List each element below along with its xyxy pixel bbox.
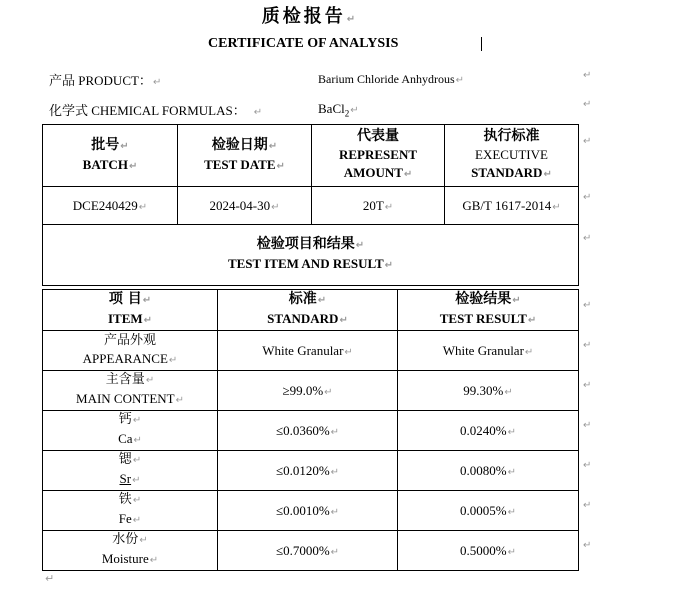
table-row [43, 371, 579, 411]
item-cell: 钙↵ Ca↵ [43, 411, 218, 451]
result-cell: 0.0080%↵ [398, 451, 579, 491]
row-end-mark: ↵ [583, 340, 592, 351]
result-cell: 0.5000%↵ [398, 531, 579, 571]
section-title-row [43, 225, 579, 286]
row-end-mark: ↵ [583, 420, 592, 431]
result-cell: 0.0240%↵ [398, 411, 579, 451]
batch-table [42, 124, 579, 286]
batch-value-cell: DCE240429↵ [43, 187, 178, 225]
standard-cell: ≤0.0120%↵ [218, 451, 398, 491]
row-end-mark: ↵ [583, 540, 592, 551]
result-header-cell: 检验结果↵ TEST RESULT↵ [398, 290, 579, 331]
batch-header-row [43, 125, 579, 187]
section-title-cell: 检验项目和结果↵ TEST ITEM AND RESULT↵ [43, 225, 579, 286]
standard-cell: ≤0.0010%↵ [218, 491, 398, 531]
formula-value: BaCl$_2$↵ [318, 101, 359, 119]
row-end-mark: ↵ [583, 300, 592, 311]
amount-value-cell: 20T↵ [312, 187, 445, 225]
table-row [43, 411, 579, 451]
row-end-mark: ↵ [583, 136, 592, 147]
table-row [43, 451, 579, 491]
paragraph-mark: ↵ [45, 572, 55, 585]
standard-cell: White Granular↵ [218, 331, 398, 371]
batch-header-cell: 批号↵ BATCH↵ [43, 125, 178, 187]
executive-standard-header-cell: 执行标准 EXECUTIVE STANDARD↵ [445, 125, 579, 187]
item-cell: 产品外观 APPEARANCE↵ [43, 331, 218, 371]
standard-value-cell: GB/T 1617-2014↵ [445, 187, 579, 225]
paragraph-mark: ↵ [583, 99, 592, 110]
standard-cell: ≥99.0%↵ [218, 371, 398, 411]
document-subtitle: CERTIFICATE OF ANALYSIS [208, 36, 399, 51]
formula-label: 化学式 CHEMICAL FORMULAS： ↵ [49, 103, 263, 118]
paragraph-mark: ↵ [583, 70, 592, 81]
row-end-mark: ↵ [583, 192, 592, 203]
test-date-value-cell: 2024-04-30↵ [178, 187, 312, 225]
document-title: 质检报告↵ [261, 6, 359, 27]
table-row [43, 531, 579, 571]
result-cell: 99.30%↵ [398, 371, 579, 411]
row-end-mark: ↵ [583, 460, 592, 471]
table-row [43, 331, 579, 371]
test-date-header-cell: 检验日期↵ TEST DATE↵ [178, 125, 312, 187]
row-end-mark: ↵ [583, 380, 592, 391]
product-value: Barium Chloride Anhydrous↵ [318, 72, 465, 86]
batch-values-row [43, 187, 579, 225]
product-label: 产品 PRODUCT：↵ [49, 73, 162, 88]
item-header-cell: 项 目↵ ITEM↵ [43, 290, 218, 331]
results-table [42, 289, 579, 571]
text-cursor [481, 37, 482, 51]
item-cell: 主含量↵ MAIN CONTENT↵ [43, 371, 218, 411]
item-cell: 锶↵ Sr↵ [43, 451, 218, 491]
represent-amount-header-cell: 代表量 REPRESENT AMOUNT↵ [312, 125, 445, 187]
standard-cell: ≤0.7000%↵ [218, 531, 398, 571]
result-cell: 0.0005%↵ [398, 491, 579, 531]
table-row [43, 491, 579, 531]
results-header-row [43, 290, 579, 331]
item-cell: 铁↵ Fe↵ [43, 491, 218, 531]
standard-cell: ≤0.0360%↵ [218, 411, 398, 451]
row-end-mark: ↵ [583, 233, 592, 244]
item-cell: 水份↵ Moisture↵ [43, 531, 218, 571]
result-cell: White Granular↵ [398, 331, 579, 371]
standard-header-cell: 标准↵ STANDARD↵ [218, 290, 398, 331]
row-end-mark: ↵ [583, 500, 592, 511]
